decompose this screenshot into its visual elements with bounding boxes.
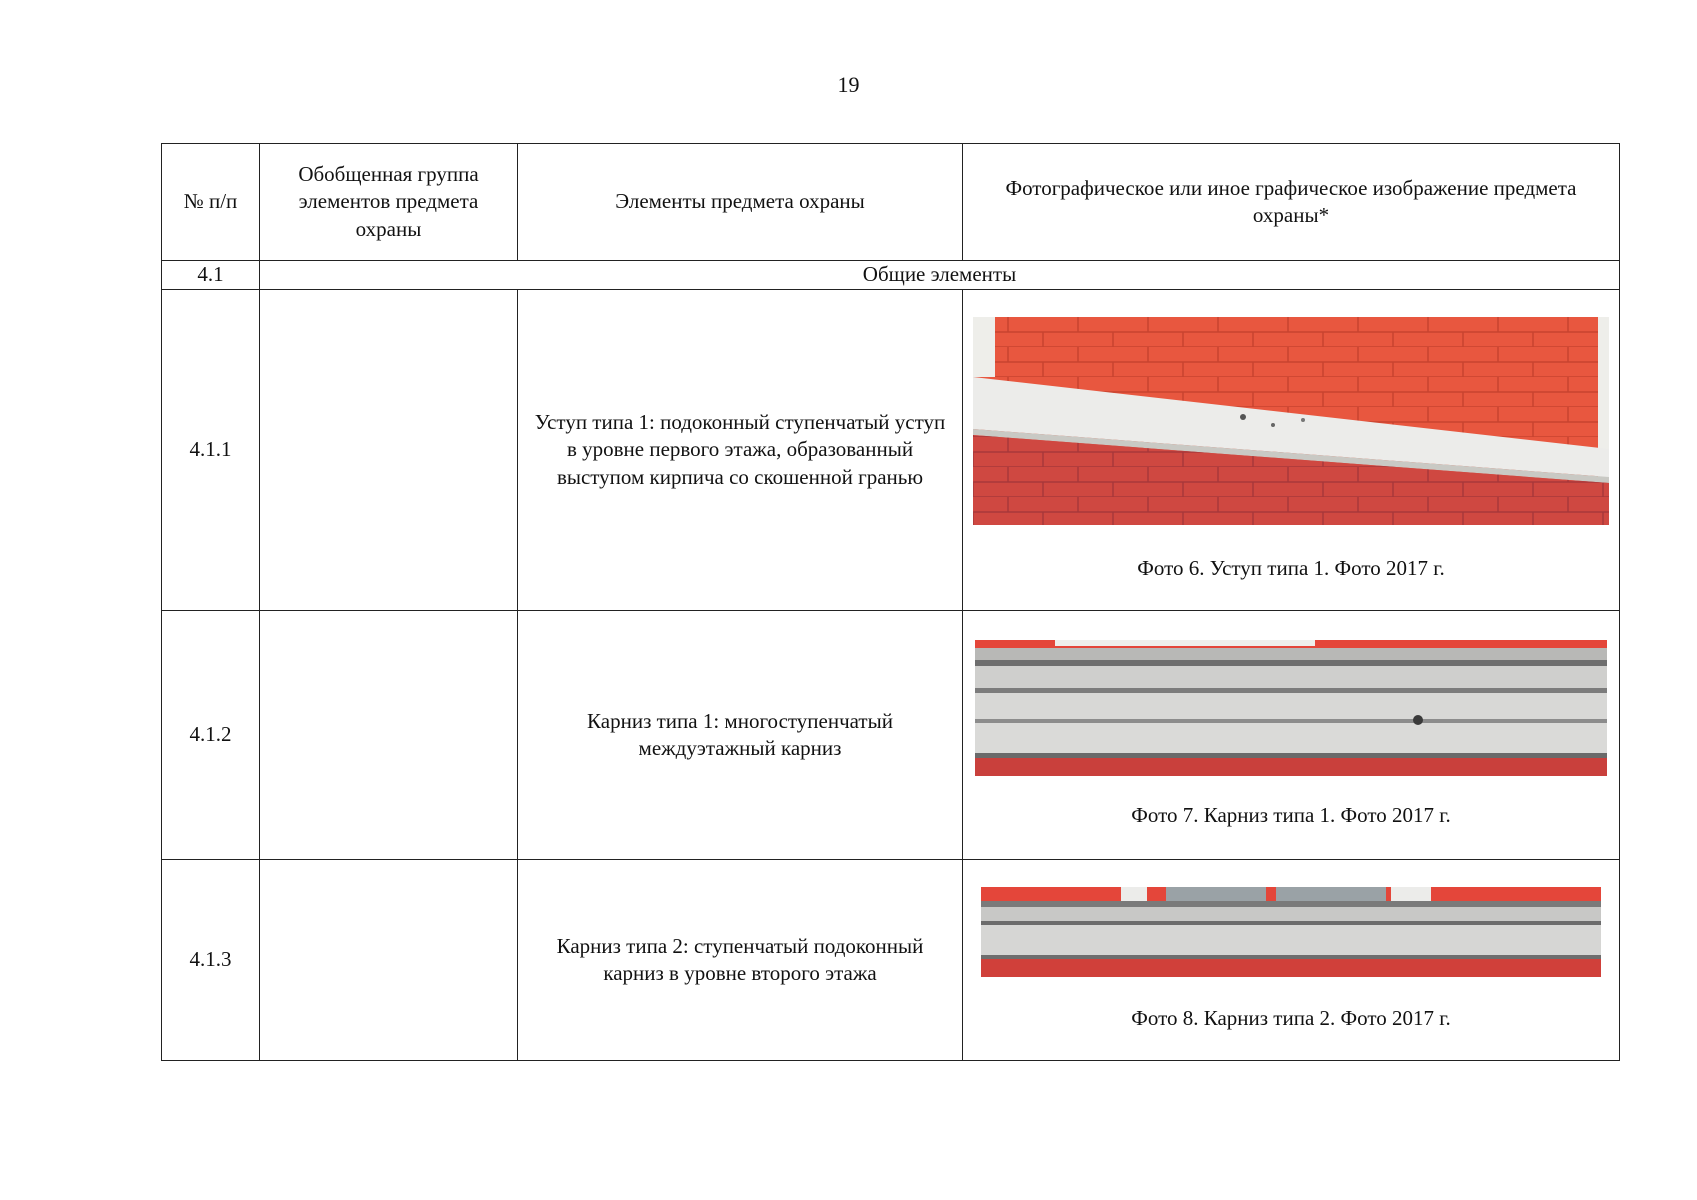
photo-caption: Фото 8. Карниз типа 2. Фото 2017 г. [1131, 1006, 1451, 1031]
protected-elements-table [161, 143, 1620, 1061]
header-photo: Фотографическое или иное графическое изображение предмета охраны* [963, 144, 1620, 261]
row-number: 4.1.2 [162, 611, 260, 860]
section-row [162, 261, 1620, 290]
row-description: Уступ типа 1: подоконный ступенчатый уступ в уровне первого этажа, образованный выступом кирпича со скошенной гранью [518, 290, 963, 611]
photo-caption: Фото 6. Уступ типа 1. Фото 2017 г. [1137, 556, 1445, 581]
row-number: 4.1.3 [162, 860, 260, 1061]
row-photo-cell [963, 290, 1620, 611]
row-photo-cell [963, 860, 1620, 1061]
header-elements: Элементы предмета охраны [518, 144, 963, 261]
header-group: Обобщенная группа элементов предмета охраны [260, 144, 518, 261]
header-number: № п/п [162, 144, 260, 261]
row-number: 4.1.1 [162, 290, 260, 611]
table-row [162, 860, 1620, 1061]
row-group [260, 860, 518, 1061]
table-row [162, 611, 1620, 860]
row-description: Карниз типа 2: ступенчатый подоконный карниз в уровне второго этажа [518, 860, 963, 1061]
photo-cornice-type-2 [981, 887, 1601, 977]
table-header-row [162, 144, 1620, 261]
section-number: 4.1 [162, 261, 260, 290]
page-number: 19 [837, 72, 860, 97]
row-group [260, 611, 518, 860]
section-title: Общие элементы [260, 261, 1620, 290]
table-row [162, 290, 1620, 611]
photo-cornice-type-1 [975, 640, 1607, 776]
row-photo-cell [963, 611, 1620, 860]
photo-caption: Фото 7. Карниз типа 1. Фото 2017 г. [1131, 803, 1451, 828]
photo-ledge-type-1 [973, 317, 1609, 525]
row-description: Карниз типа 1: многоступенчатый междуэтажный карниз [518, 611, 963, 860]
row-group [260, 290, 518, 611]
